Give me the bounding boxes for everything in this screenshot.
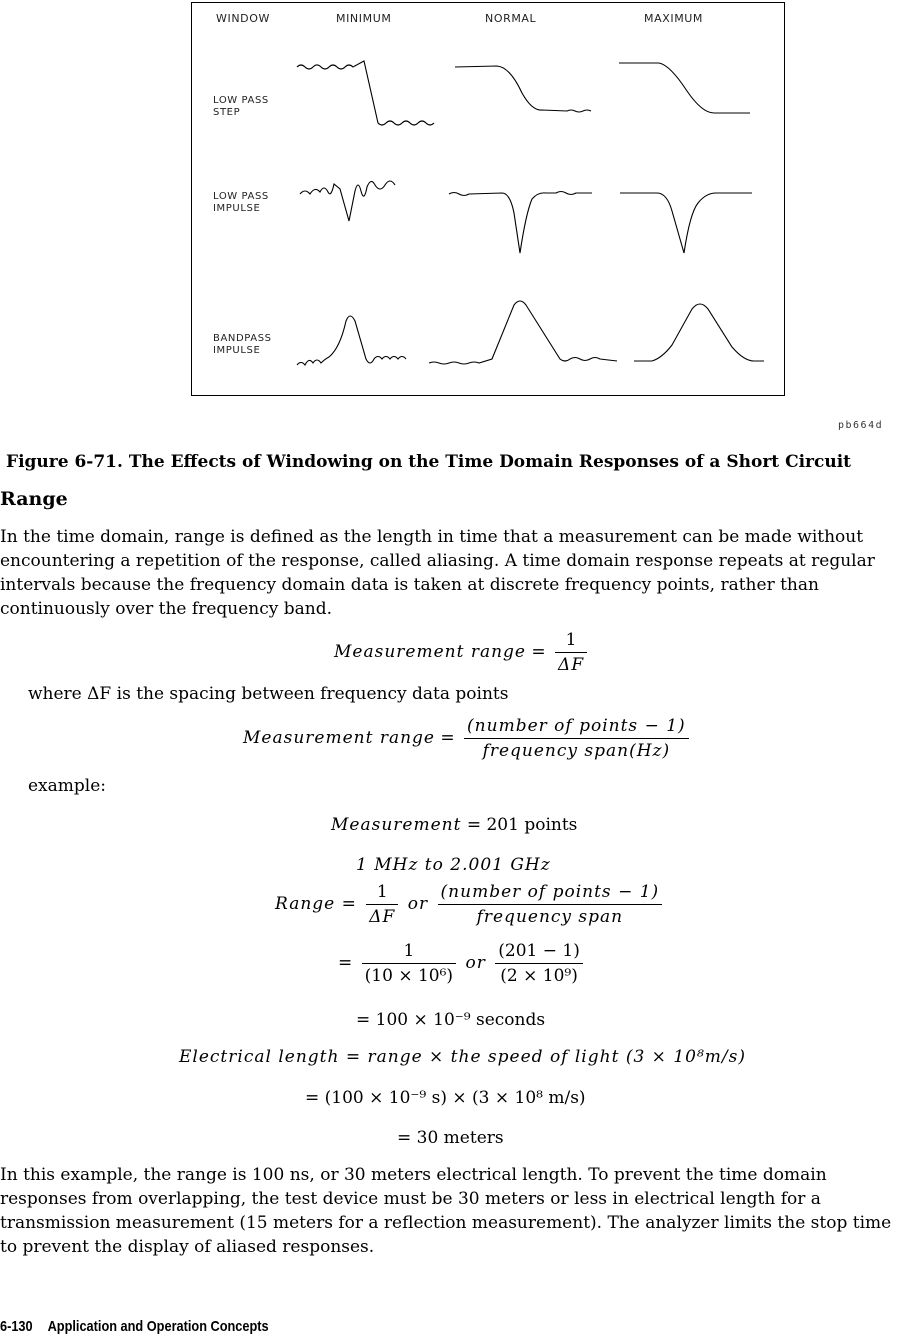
col-header-normal: NORMAL — [485, 12, 537, 25]
eq-sign: = — [338, 953, 353, 973]
eq-sign: = — [531, 642, 546, 662]
col-header-maximum: MAXIMUM — [644, 12, 704, 25]
row-label-lp-impulse — [213, 191, 269, 215]
eq-denominator: frequency span(Hz) — [482, 741, 671, 761]
page-footer — [0, 1318, 281, 1335]
eq-denominator: frequency span — [476, 907, 624, 927]
or-word: or — [407, 894, 429, 914]
eq-fraction — [555, 630, 587, 675]
eq-numerator: 1 — [555, 630, 587, 653]
bp-impulse-normal-trace — [429, 301, 617, 364]
example-line-3 — [275, 882, 666, 927]
eq-fraction — [464, 716, 689, 761]
ex-lhs: Measurement — [331, 815, 462, 835]
chapter-title: Application and Operation Concepts — [47, 1318, 269, 1335]
equation-range-2 — [243, 716, 693, 761]
eq-denominator: (2 × 10⁹) — [500, 966, 578, 986]
eq-fraction — [366, 882, 398, 927]
example-line-1 — [331, 815, 577, 835]
eq-fraction — [438, 882, 663, 927]
bp-impulse-minimum-trace — [297, 316, 406, 365]
lp-impulse-minimum-trace — [300, 181, 395, 221]
row-label-line: IMPULSE — [213, 345, 261, 356]
example-line-6: Electrical length = range × the speed of light (3 × 10⁸m/s) — [179, 1047, 746, 1067]
example-line-2: 1 MHz to 2.001 GHz — [356, 855, 551, 875]
row-label-lp-step — [213, 95, 269, 119]
example-line-4 — [338, 941, 587, 986]
intro-paragraph: In the time domain, range is defined as the length in time that a measurement can be made without encountering a repetition of the response, called aliasing. A time domain response repeats at regular intervals because the frequency domain data is taken at discrete frequency points, rather than continuously over the frequency band. — [0, 527, 875, 619]
eq-denominator: (10 × 10⁶) — [364, 966, 454, 986]
eq-lhs: Measurement range — [243, 728, 435, 748]
bp-impulse-maximum-trace — [634, 304, 764, 361]
equation-range-1 — [334, 630, 591, 675]
figure-frame — [191, 2, 785, 396]
eq-numerator: 1 — [366, 882, 398, 905]
row-label-line: LOW PASS — [213, 191, 269, 202]
eq-fraction — [495, 941, 583, 986]
eq-sign: = — [440, 728, 455, 748]
or-word: or — [465, 953, 486, 973]
col-header-minimum: MINIMUM — [336, 12, 392, 25]
eq-numerator: 1 — [362, 941, 456, 964]
lp-step-normal-trace — [455, 66, 591, 112]
lp-step-minimum-trace — [297, 61, 434, 125]
eq-denominator: ΔF — [558, 655, 585, 675]
page-number: 6-130 — [0, 1318, 33, 1335]
row-label-line: STEP — [213, 107, 241, 118]
col-header-window: WINDOW — [216, 12, 270, 25]
eq-numerator: (number of points − 1) — [438, 882, 663, 905]
figure-caption: Figure 6-71. The Effects of Windowing on the Time Domain Responses of a Short Circuit — [6, 452, 852, 472]
lp-step-maximum-trace — [619, 63, 750, 113]
eq-numerator: (number of points − 1) — [464, 716, 689, 739]
section-heading: Range — [0, 488, 68, 510]
row-label-bp-impulse — [213, 333, 272, 357]
figure-code: pb664d — [838, 420, 884, 431]
eq-denominator: ΔF — [369, 907, 396, 927]
lp-impulse-maximum-trace — [620, 193, 752, 253]
conclusion-paragraph: In this example, the range is 100 ns, or 30 meters electrical length. To prevent the time domain responses from overlapping, the test device must be 30 meters or less in electrical length for a transmission measurement (15 meters for a reflection measurement). The analyzer limits the stop time to prevent the display of aliased responses. — [0, 1165, 892, 1257]
eq-numerator: (201 − 1) — [495, 941, 583, 964]
ex-lhs: Range = — [275, 894, 357, 914]
eq-lhs: Measurement range — [334, 642, 526, 662]
row-label-line: BANDPASS — [213, 333, 272, 344]
example-line-7: = (100 × 10⁻⁹ s) × (3 × 10⁸ m/s) — [305, 1088, 586, 1108]
where-line: where ΔF is the spacing between frequency data points — [28, 684, 509, 704]
example-label: example: — [28, 776, 107, 796]
lp-impulse-normal-trace — [449, 192, 592, 254]
row-label-line: IMPULSE — [213, 203, 261, 214]
window-response-diagram — [192, 3, 786, 397]
eq-fraction — [362, 941, 456, 986]
example-line-5: = 100 × 10⁻⁹ seconds — [356, 1010, 546, 1030]
row-label-line: LOW PASS — [213, 95, 269, 106]
example-line-8: = 30 meters — [397, 1128, 504, 1148]
ex-rhs: = 201 points — [466, 815, 578, 835]
